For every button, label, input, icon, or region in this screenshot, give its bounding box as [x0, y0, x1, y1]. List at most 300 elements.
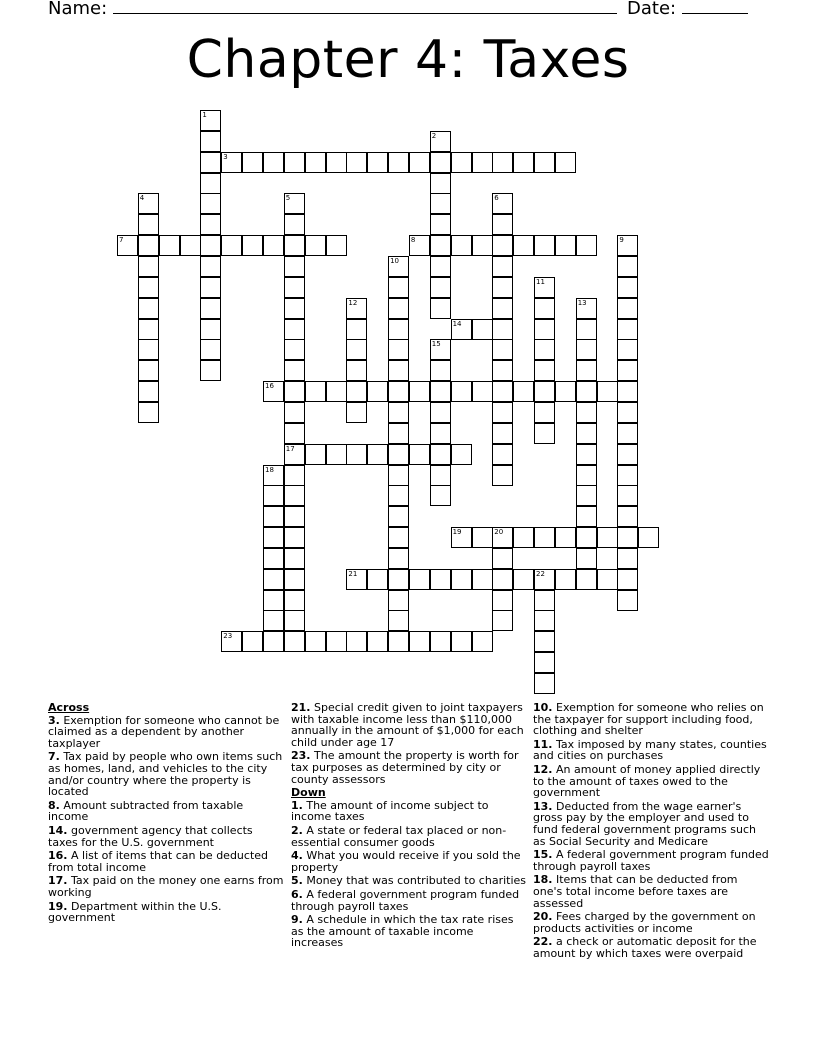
crossword-cell[interactable]	[534, 277, 555, 298]
crossword-cell[interactable]	[430, 423, 451, 444]
crossword-cell[interactable]	[242, 152, 263, 173]
clue-num: 17.	[48, 874, 68, 888]
clue-text: An amount of money applied directly to the amount of taxes owed to the government	[533, 762, 761, 800]
crossword-cell[interactable]	[555, 569, 576, 590]
crossword-cell[interactable]	[597, 527, 618, 548]
clue-item	[48, 875, 284, 898]
crossword-cell[interactable]	[346, 298, 367, 319]
crossword-cell[interactable]	[200, 298, 221, 319]
clue-num: 4.	[291, 849, 303, 863]
crossword-cell[interactable]	[326, 235, 347, 256]
clue-text: A list of items that can be deducted from total income	[48, 849, 269, 874]
clue-num: 22.	[533, 935, 553, 949]
crossword-cell[interactable]	[305, 631, 326, 652]
crossword-cell[interactable]	[534, 527, 555, 548]
crossword-cell[interactable]	[430, 152, 451, 173]
crossword-cell[interactable]	[242, 631, 263, 652]
crossword-cell[interactable]	[430, 444, 451, 465]
crossword-cell[interactable]	[388, 152, 409, 173]
crossword-cell[interactable]	[284, 381, 305, 402]
crossword-cell[interactable]	[430, 381, 451, 402]
crossword-cell[interactable]	[180, 235, 201, 256]
crossword-cell[interactable]	[492, 339, 513, 360]
crossword-cell[interactable]	[576, 381, 597, 402]
crossword-cell[interactable]	[138, 193, 159, 214]
crossword-cell[interactable]	[138, 235, 159, 256]
crossword-cell[interactable]	[284, 402, 305, 423]
crossword-cell[interactable]	[388, 527, 409, 548]
crossword-cell[interactable]	[430, 173, 451, 194]
crossword-cell[interactable]	[451, 444, 472, 465]
crossword-cell[interactable]	[617, 319, 638, 340]
crossword-cell[interactable]	[284, 631, 305, 652]
crossword-cell[interactable]	[534, 319, 555, 340]
clue-item	[533, 911, 769, 934]
crossword-cell[interactable]	[534, 569, 555, 590]
crossword-cell[interactable]	[534, 152, 555, 173]
crossword-cell[interactable]	[617, 590, 638, 611]
crossword-cell[interactable]	[430, 465, 451, 486]
crossword-cell[interactable]	[534, 360, 555, 381]
clue-number: 13	[577, 298, 587, 307]
clues-column-1	[48, 702, 284, 926]
crossword-cell[interactable]	[388, 610, 409, 631]
crossword-cell[interactable]	[576, 402, 597, 423]
crossword-cell[interactable]	[388, 548, 409, 569]
crossword-cell[interactable]	[117, 235, 138, 256]
crossword-cell[interactable]	[263, 548, 284, 569]
clue-item	[291, 914, 527, 949]
crossword-cell[interactable]	[576, 506, 597, 527]
crossword-cell[interactable]	[221, 235, 242, 256]
crossword-cell[interactable]	[534, 402, 555, 423]
clue-item	[48, 901, 284, 924]
crossword-cell[interactable]	[576, 423, 597, 444]
crossword-cell[interactable]	[305, 235, 326, 256]
crossword-cell[interactable]	[346, 360, 367, 381]
clue-num: 14.	[48, 823, 68, 837]
crossword-cell[interactable]	[367, 569, 388, 590]
crossword-cell[interactable]	[513, 152, 534, 173]
crossword-cell[interactable]	[242, 235, 263, 256]
crossword-cell[interactable]	[555, 235, 576, 256]
down-heading: Down	[291, 786, 326, 800]
crossword-cell[interactable]	[221, 152, 242, 173]
clue-number: 10	[390, 257, 400, 265]
crossword-cell[interactable]	[200, 319, 221, 340]
clue-item	[533, 764, 769, 799]
crossword-cell[interactable]	[492, 319, 513, 340]
crossword-cell[interactable]	[492, 527, 513, 548]
crossword-cell[interactable]	[284, 569, 305, 590]
clue-item	[291, 889, 527, 912]
crossword-cell[interactable]	[263, 527, 284, 548]
crossword-cell[interactable]	[576, 527, 597, 548]
crossword-cell[interactable]	[576, 298, 597, 319]
crossword-cell[interactable]	[451, 527, 472, 548]
date-label: Date:	[627, 0, 677, 19]
crossword-cell[interactable]	[388, 465, 409, 486]
crossword-cell[interactable]	[617, 360, 638, 381]
crossword-cell[interactable]	[138, 298, 159, 319]
crossword-cell[interactable]	[326, 381, 347, 402]
crossword-cell[interactable]	[617, 339, 638, 360]
crossword-cell[interactable]	[430, 235, 451, 256]
crossword-cell[interactable]	[492, 423, 513, 444]
clue-number: 12	[348, 298, 358, 307]
crossword-cell[interactable]	[492, 214, 513, 235]
clue-text: Fees charged by the government on products activities or income	[533, 910, 756, 935]
clue-num: 2.	[291, 823, 303, 837]
clue-text: A state or federal tax placed or non-essential consumer goods	[291, 823, 507, 849]
clue-number: 18	[265, 465, 274, 474]
clue-text: The amount the property is worth for tax purposes as determined by city or county assessors	[291, 749, 519, 786]
crossword-cell[interactable]	[534, 673, 555, 694]
crossword-cell[interactable]	[555, 381, 576, 402]
crossword-cell[interactable]	[200, 193, 221, 214]
crossword-cell[interactable]	[472, 381, 493, 402]
crossword-cell[interactable]	[138, 214, 159, 235]
crossword-cell[interactable]	[284, 235, 305, 256]
clue-text: A schedule in which the tax rate rises as the amount of taxable income increases	[291, 913, 514, 950]
clue-text: government agency that collects taxes for the U.S. government	[48, 823, 253, 849]
crossword-cell[interactable]	[492, 256, 513, 277]
crossword-cell[interactable]	[284, 298, 305, 319]
crossword-cell[interactable]	[534, 652, 555, 673]
crossword-cell[interactable]	[472, 527, 493, 548]
crossword-cell[interactable]	[472, 235, 493, 256]
crossword-cell[interactable]	[430, 485, 451, 506]
clue-number: 15	[431, 340, 441, 349]
crossword-cell[interactable]	[430, 360, 451, 381]
crossword-cell[interactable]	[430, 193, 451, 214]
clue-number: 1	[202, 111, 207, 119]
clue-item	[291, 800, 527, 823]
crossword-cell[interactable]	[346, 339, 367, 360]
crossword-cell[interactable]	[263, 506, 284, 527]
crossword-cell[interactable]	[617, 548, 638, 569]
crossword-cell[interactable]	[492, 152, 513, 173]
crossword-cell[interactable]	[200, 214, 221, 235]
crossword-cell[interactable]	[430, 298, 451, 319]
clue-number: 19	[452, 528, 462, 536]
crossword-cell[interactable]	[409, 152, 430, 173]
crossword-cell[interactable]	[263, 569, 284, 590]
crossword-cell[interactable]	[534, 590, 555, 611]
crossword-cell[interactable]	[263, 631, 284, 652]
crossword-cell[interactable]	[263, 235, 284, 256]
crossword-cell[interactable]	[576, 339, 597, 360]
crossword-cell[interactable]	[388, 256, 409, 277]
clue-item	[48, 715, 284, 750]
crossword-cell[interactable]	[138, 256, 159, 277]
clue-num: 23.	[291, 749, 311, 763]
crossword-cell[interactable]	[430, 131, 451, 152]
crossword-cell[interactable]	[451, 631, 472, 652]
crossword-cell[interactable]	[451, 569, 472, 590]
crossword-cell[interactable]	[472, 569, 493, 590]
crossword-cell[interactable]	[451, 319, 472, 340]
clue-num: 3.	[48, 713, 60, 727]
crossword-cell[interactable]	[617, 485, 638, 506]
crossword-cell[interactable]	[326, 631, 347, 652]
crossword-cell[interactable]	[617, 298, 638, 319]
crossword-cell[interactable]	[200, 360, 221, 381]
crossword-cell[interactable]	[284, 360, 305, 381]
clue-number: 16	[265, 382, 274, 391]
crossword-cell[interactable]	[430, 339, 451, 360]
clue-text: What you would receive if you sold the property	[291, 849, 521, 874]
crossword-cell[interactable]	[388, 590, 409, 611]
crossword-cell[interactable]	[472, 631, 493, 652]
crossword-cell[interactable]	[367, 152, 388, 173]
crossword-cell[interactable]	[409, 569, 430, 590]
crossword-cell[interactable]	[492, 548, 513, 569]
crossword-cell[interactable]	[492, 193, 513, 214]
crossword-cell[interactable]	[388, 423, 409, 444]
crossword-cell[interactable]	[597, 381, 618, 402]
crossword-cell[interactable]	[346, 152, 367, 173]
crossword-cell[interactable]	[200, 277, 221, 298]
crossword-cell[interactable]	[367, 631, 388, 652]
crossword-cell[interactable]	[346, 631, 367, 652]
crossword-cell[interactable]	[200, 256, 221, 277]
crossword-cell[interactable]	[221, 631, 242, 652]
crossword-cell[interactable]	[534, 339, 555, 360]
crossword-cell[interactable]	[576, 319, 597, 340]
crossword-cell[interactable]	[326, 444, 347, 465]
clue-num: 7.	[48, 750, 60, 764]
crossword-cell[interactable]	[451, 152, 472, 173]
clue-text: Tax imposed by many states, counties and cities on purchases	[533, 737, 767, 763]
crossword-cell[interactable]	[576, 548, 597, 569]
crossword-cell[interactable]	[200, 131, 221, 152]
crossword-cell[interactable]	[284, 527, 305, 548]
crossword-cell[interactable]	[430, 214, 451, 235]
clue-item	[533, 849, 769, 872]
crossword-cell[interactable]	[284, 319, 305, 340]
clue-num: 19.	[48, 899, 68, 913]
crossword-cell[interactable]	[472, 152, 493, 173]
crossword-cell[interactable]	[388, 277, 409, 298]
crossword-cell[interactable]	[138, 360, 159, 381]
crossword-cell[interactable]	[617, 444, 638, 465]
crossword-cell[interactable]	[138, 381, 159, 402]
crossword-cell[interactable]	[430, 402, 451, 423]
crossword-cell[interactable]	[472, 319, 493, 340]
crossword-cell[interactable]	[200, 235, 221, 256]
crossword-cell[interactable]	[555, 152, 576, 173]
crossword-cell[interactable]	[430, 631, 451, 652]
crossword-cell[interactable]	[346, 569, 367, 590]
crossword-cell[interactable]	[284, 485, 305, 506]
crossword-cell[interactable]	[513, 381, 534, 402]
crossword-cell[interactable]	[513, 235, 534, 256]
crossword-cell[interactable]	[367, 444, 388, 465]
clue-item	[291, 875, 527, 887]
clue-num: 6.	[291, 887, 303, 901]
crossword-cell[interactable]	[409, 444, 430, 465]
crossword-cell[interactable]	[576, 360, 597, 381]
crossword-cell[interactable]	[388, 319, 409, 340]
page-title: Chapter 4: Taxes	[186, 30, 630, 90]
crossword-cell[interactable]	[513, 569, 534, 590]
crossword-cell[interactable]	[409, 631, 430, 652]
crossword-cell[interactable]	[576, 444, 597, 465]
clue-item	[48, 850, 284, 873]
crossword-cell[interactable]	[284, 152, 305, 173]
crossword-cell[interactable]	[617, 235, 638, 256]
clue-item	[48, 800, 284, 823]
crossword-cell[interactable]	[534, 423, 555, 444]
crossword-cell[interactable]	[617, 402, 638, 423]
clue-item	[291, 750, 527, 785]
crossword-cell[interactable]	[138, 319, 159, 340]
clue-item	[291, 825, 527, 848]
crossword-cell[interactable]	[159, 235, 180, 256]
crossword-cell[interactable]	[200, 152, 221, 173]
clue-text: Items that can be deducted from one's total income before taxes are assessed	[533, 873, 738, 910]
crossword-cell[interactable]	[367, 381, 388, 402]
clue-num: 11.	[533, 737, 553, 751]
clue-text: Exemption for someone who cannot be claimed as a dependent by another taxplayer	[48, 713, 280, 750]
crossword-cell[interactable]	[492, 465, 513, 486]
crossword-cell[interactable]	[617, 506, 638, 527]
crossword-cell[interactable]	[305, 444, 326, 465]
crossword-cell[interactable]	[200, 110, 221, 131]
crossword-cell[interactable]	[617, 256, 638, 277]
crossword-cell[interactable]	[263, 465, 284, 486]
crossword-cell[interactable]	[388, 298, 409, 319]
crossword-cell[interactable]	[451, 381, 472, 402]
crossword-cell[interactable]	[284, 193, 305, 214]
clue-number: 14	[452, 319, 462, 328]
crossword-cell[interactable]	[388, 339, 409, 360]
crossword-cell[interactable]	[388, 360, 409, 381]
clue-num: 18.	[533, 873, 553, 887]
crossword-cell[interactable]	[138, 402, 159, 423]
crossword-cell[interactable]	[388, 402, 409, 423]
crossword-cell[interactable]	[513, 527, 534, 548]
clues-column-3	[533, 702, 769, 961]
crossword-cell[interactable]	[492, 235, 513, 256]
crossword-cell[interactable]	[617, 465, 638, 486]
clue-text: Exemption for someone who relies on the taxpayer for support including food, clothing and shelter	[533, 701, 764, 738]
crossword-cell[interactable]	[284, 506, 305, 527]
crossword-cell[interactable]	[617, 423, 638, 444]
crossword-cell[interactable]	[430, 277, 451, 298]
clue-text: Money that was contributed to charities	[306, 874, 527, 888]
crossword-cell[interactable]	[576, 485, 597, 506]
crossword-cell[interactable]	[388, 444, 409, 465]
clue-num: 5.	[291, 874, 303, 888]
crossword-cell[interactable]	[638, 527, 659, 548]
crossword-cell[interactable]	[200, 173, 221, 194]
crossword-cell[interactable]	[534, 631, 555, 652]
crossword-cell[interactable]	[430, 256, 451, 277]
crossword-cell[interactable]	[534, 381, 555, 402]
crossword-cell[interactable]	[492, 590, 513, 611]
clue-number: 8	[410, 236, 416, 245]
crossword-cell[interactable]	[284, 339, 305, 360]
crossword-cell[interactable]	[263, 152, 284, 173]
crossword-cell[interactable]	[284, 423, 305, 444]
crossword-cell[interactable]	[451, 235, 472, 256]
crossword-cell[interactable]	[346, 402, 367, 423]
crossword-cell[interactable]	[388, 569, 409, 590]
crossword-cell[interactable]	[138, 277, 159, 298]
crossword-cell[interactable]	[534, 610, 555, 631]
crossword-cell[interactable]	[305, 381, 326, 402]
crossword-cell[interactable]	[617, 381, 638, 402]
crossword-cell[interactable]	[617, 277, 638, 298]
crossword-cell[interactable]	[597, 569, 618, 590]
crossword-cell[interactable]	[284, 548, 305, 569]
crossword-cell[interactable]	[284, 277, 305, 298]
crossword-cell[interactable]	[263, 381, 284, 402]
clue-num: 8.	[48, 798, 60, 812]
crossword-cell[interactable]	[409, 381, 430, 402]
crossword-cell[interactable]	[576, 235, 597, 256]
crossword-cell[interactable]	[284, 590, 305, 611]
clue-item	[533, 739, 769, 762]
crossword-cell[interactable]	[200, 339, 221, 360]
crossword-cell[interactable]	[263, 610, 284, 631]
crossword-cell[interactable]	[576, 569, 597, 590]
crossword-cell[interactable]	[263, 485, 284, 506]
crossword-cell[interactable]	[617, 527, 638, 548]
crossword-cell[interactable]	[492, 402, 513, 423]
crossword-cell[interactable]	[284, 214, 305, 235]
clue-number: 20	[494, 528, 504, 536]
crossword-cell[interactable]	[388, 631, 409, 652]
crossword-cell[interactable]	[346, 444, 367, 465]
crossword-cell[interactable]	[284, 465, 305, 486]
crossword-cell[interactable]	[388, 506, 409, 527]
crossword-cell[interactable]	[284, 444, 305, 465]
crossword-cell[interactable]	[388, 485, 409, 506]
crossword-cell[interactable]	[492, 298, 513, 319]
name-label: Name:	[48, 0, 108, 19]
crossword-cell[interactable]	[263, 590, 284, 611]
crossword-cell[interactable]	[305, 152, 326, 173]
clue-text: Deducted from the wage earner's gross pay by the employer and used to fund federal government programs such as Social Security and Medicare	[533, 799, 756, 848]
crossword-cell[interactable]	[284, 610, 305, 631]
crossword-cell[interactable]	[492, 610, 513, 631]
crossword-cell[interactable]	[430, 569, 451, 590]
crossword-cell[interactable]	[534, 298, 555, 319]
crossword-cell[interactable]	[492, 569, 513, 590]
crossword-cell[interactable]	[346, 319, 367, 340]
crossword-cell[interactable]	[409, 235, 430, 256]
crossword-cell[interactable]	[326, 152, 347, 173]
clue-number: 23	[223, 632, 233, 641]
crossword-cell[interactable]	[492, 277, 513, 298]
crossword-cell[interactable]	[492, 360, 513, 381]
crossword-cell[interactable]	[534, 235, 555, 256]
crossword-cell[interactable]	[138, 339, 159, 360]
crossword-cell[interactable]	[346, 381, 367, 402]
crossword-cell[interactable]	[492, 444, 513, 465]
clue-num: 15.	[533, 848, 553, 862]
crossword-cell[interactable]	[555, 527, 576, 548]
clue-num: 12.	[533, 762, 553, 776]
crossword-cell[interactable]	[617, 569, 638, 590]
crossword-cell[interactable]	[388, 381, 409, 402]
crossword-cell[interactable]	[576, 465, 597, 486]
crossword-cell[interactable]	[492, 381, 513, 402]
crossword-cell[interactable]	[284, 256, 305, 277]
